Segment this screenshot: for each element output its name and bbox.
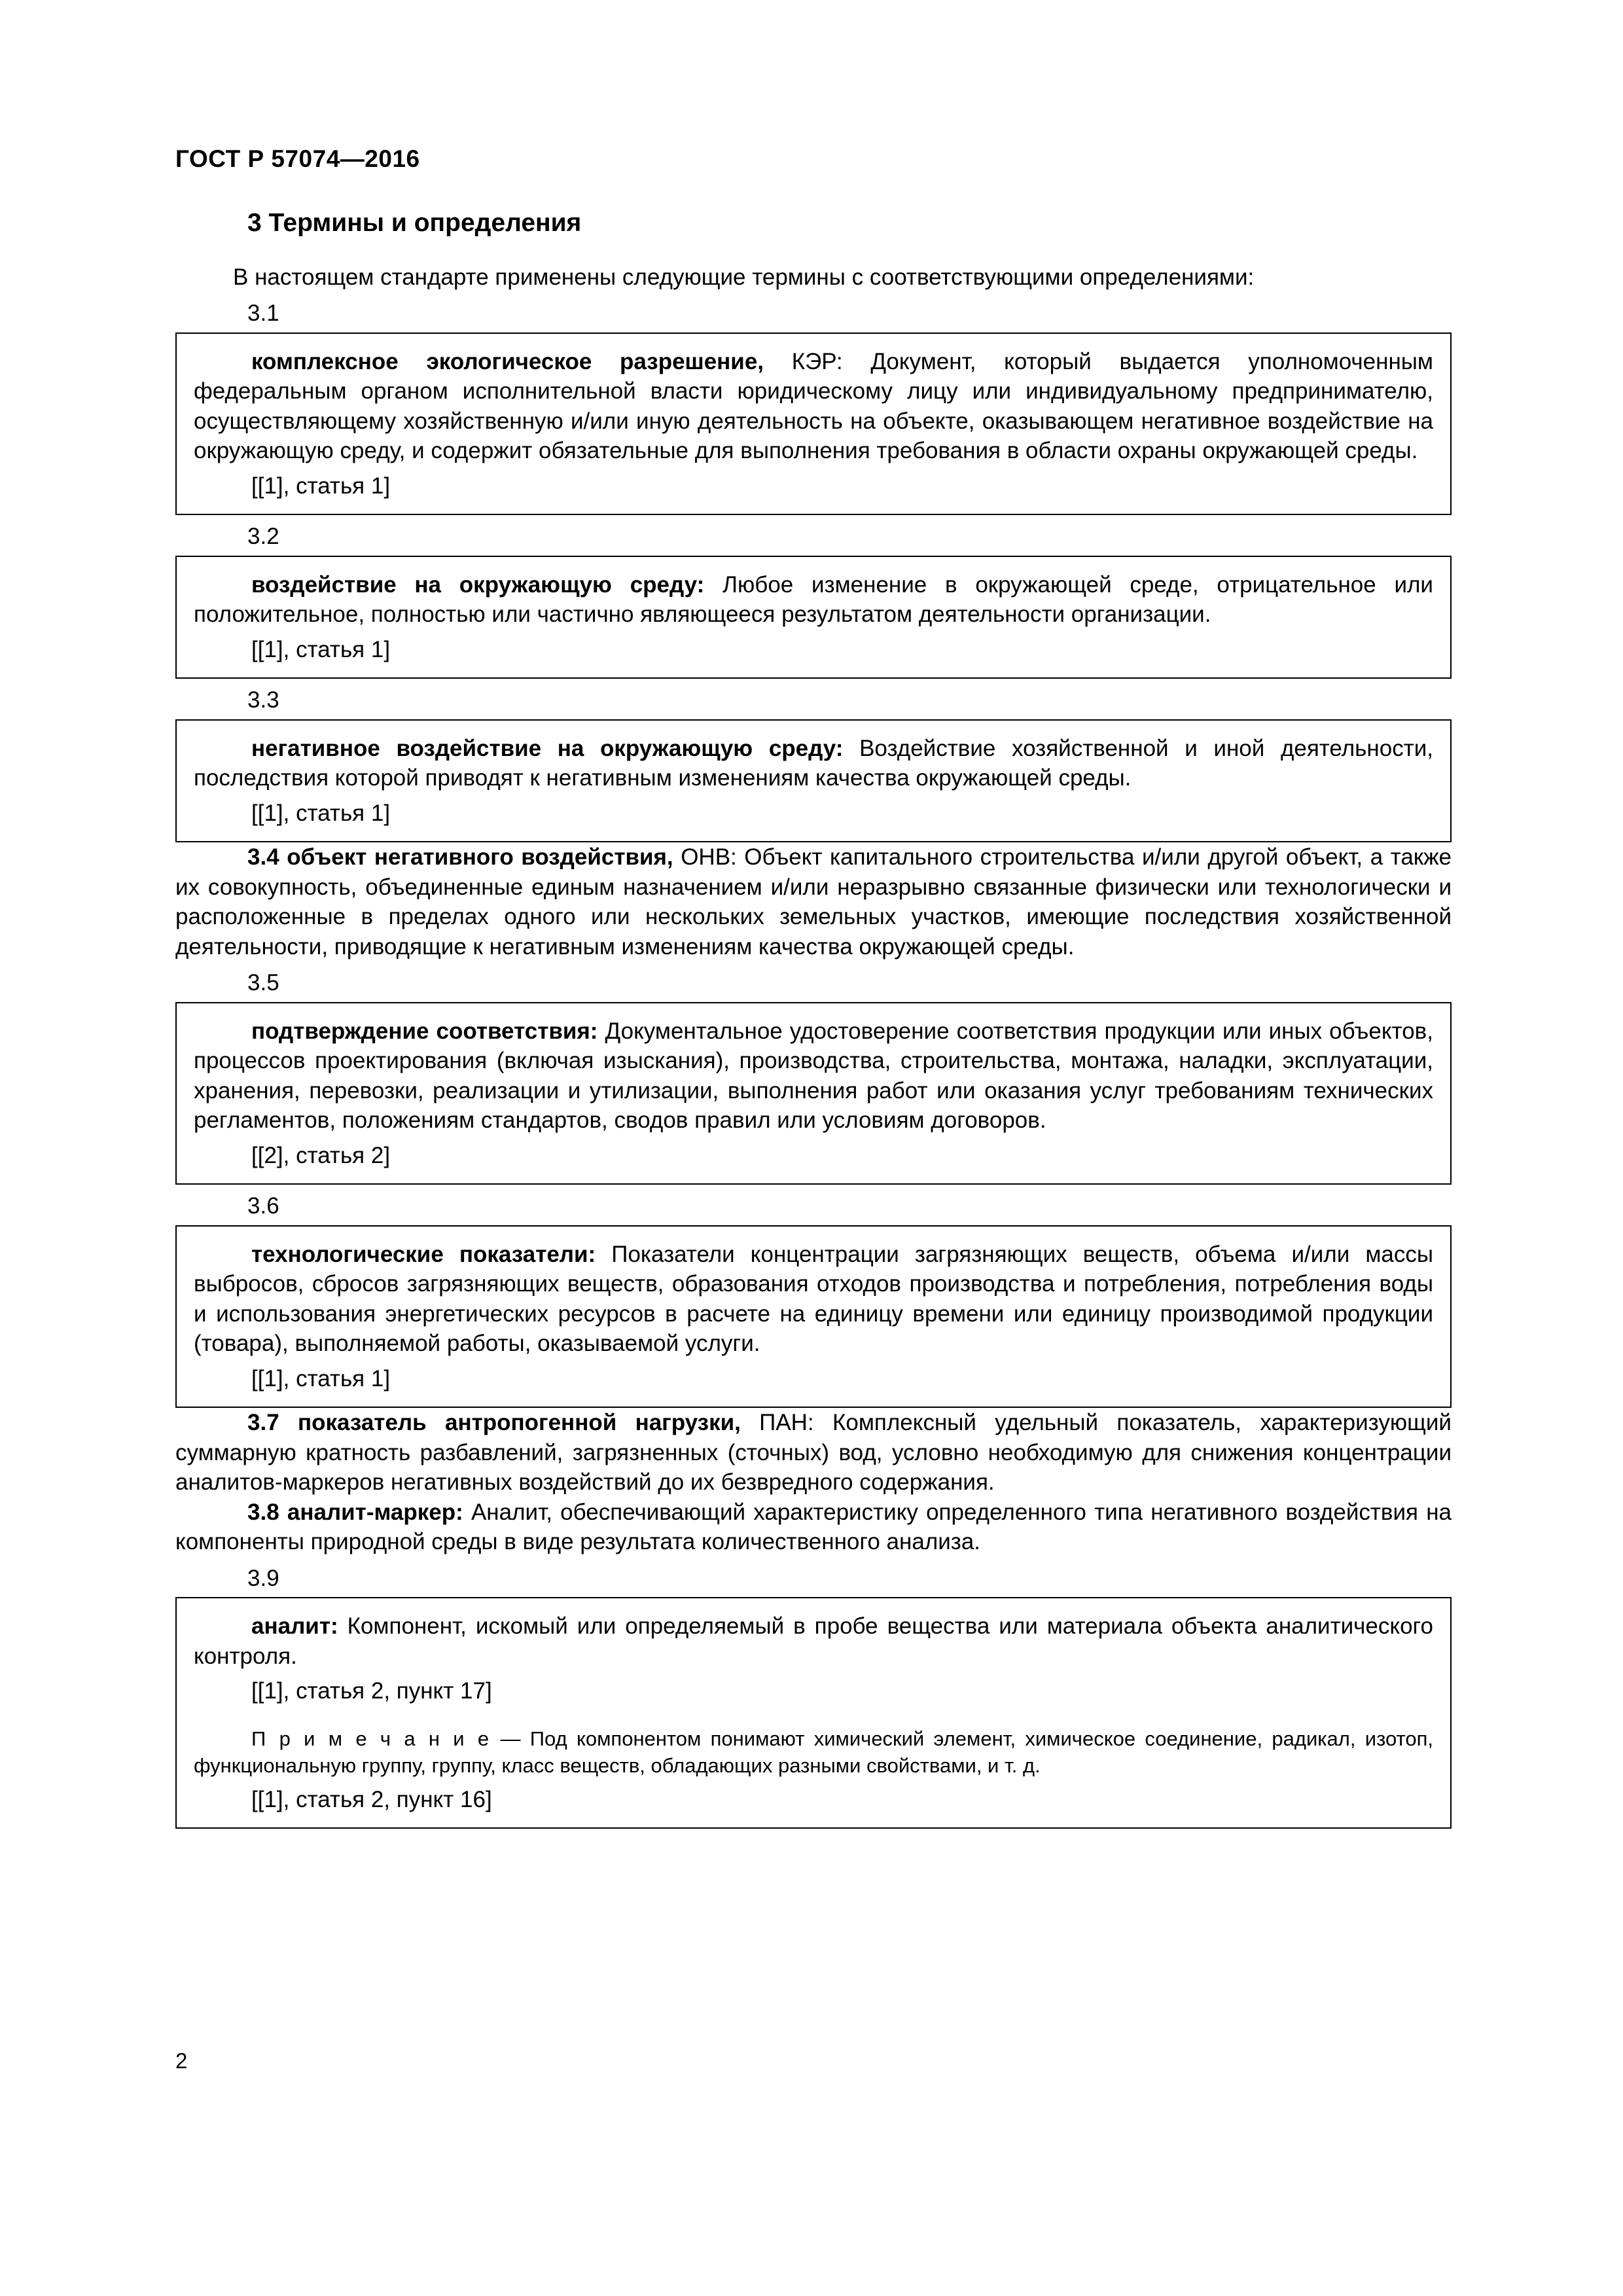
term-definition-3-5 [194, 1016, 1433, 1136]
term-reference-3-3: [[1], статья 1] [251, 800, 391, 826]
term-number-3-6: 3.6 [247, 1193, 279, 1219]
term-reference-3-9: [[1], статья 2, пункт 17] [251, 1678, 492, 1704]
term-text-3-6: Показатели концентрации загрязняющих веществ, объема и/или массы выбросов, сбросов загрязняющих веществ, образования отходов производства и потребления, потребления воды и использования энергетических ресурсов в расчете на единицу времени или единицу производимой продукции (товара), выполняемой работы, оказываемой услуги. [194, 1241, 1434, 1357]
term-definition-3-7 [175, 1408, 1452, 1498]
term-note-3-9 [194, 1726, 1433, 1780]
term-number-3-2: 3.2 [247, 524, 279, 550]
term-title-3-7: 3.7 показатель антропогенной нагрузки, [247, 1410, 741, 1436]
term-box-3-9 [175, 1597, 1452, 1829]
term-title-3-2: воздействие на окружающую среду: [251, 571, 705, 598]
term-text-3-3: Воздействие хозяйственной и иной деятельности, последствия которой приводят к негативным изменениям качества окружающей среды. [194, 735, 1433, 791]
note-text: — Под компонентом понимают химический элемент, химическое соединение, радикал, изотоп, функциональную группу, группу, класс веществ, обладающих разными свойствами, и т. д. [194, 1727, 1433, 1777]
term-number-3-5: 3.5 [247, 970, 279, 996]
term-definition-3-9 [194, 1611, 1433, 1671]
term-box-3-1 [175, 332, 1452, 516]
term-definition-3-8 [175, 1498, 1452, 1557]
term-number-3-3: 3.3 [247, 687, 279, 713]
term-text-3-4: ОНВ: Объект капитального строительства и/или другой объект, а также их совокупность, объединенные единым назначением и/или неразрывно связанные физически или технологически и расположенные в пределах одного или нескольких земельных участков, имеющие последствия хозяйственной деятельности, приводящие к негативным изменениям качества окружающей среды. [175, 844, 1452, 960]
term-title-3-4: 3.4 объект негативного воздействия, [247, 844, 673, 870]
term-title-3-3: негативное воздействие на окружающую среду: [251, 735, 844, 761]
term-definition-3-2 [194, 570, 1433, 630]
page-content [175, 208, 1452, 1829]
term-box-3-3 [175, 719, 1452, 843]
term-definition-3-6 [194, 1240, 1433, 1359]
term-title-3-6: технологические показатели: [251, 1241, 596, 1267]
term-text-3-8: Аналит, обеспечивающий характеристику определенного типа негативного воздействия на компоненты природной среды в виде результата количественного анализа. [175, 1499, 1452, 1555]
term-box-3-5 [175, 1002, 1452, 1185]
term-text-3-7: ПАН: Комплексный удельный показатель, характеризующий суммарную кратность разбавлений, загрязненных (сточных) вод, условно необходимую для снижения концентрации аналитов-маркеров негативных воздействий до их безвредного содержания. [175, 1410, 1452, 1496]
term-reference-3-5: [[2], статья 2] [251, 1142, 391, 1168]
term-definition-3-1 [194, 347, 1433, 466]
term-title-3-9: аналит: [251, 1613, 338, 1640]
term-text-3-9: Компонент, искомый или определяемый в пробе вещества или материала объекта аналитического контроля. [194, 1613, 1433, 1669]
term-text-3-2: Любое изменение в окружающей среде, отрицательное или положительное, полностью или частично являющееся результатом деятельности организации. [194, 571, 1433, 628]
term-reference-3-6: [[1], статья 1] [251, 1365, 391, 1391]
term-title-3-1: комплексное экологическое разрешение, [251, 348, 764, 374]
term-title-3-8: 3.8 аналит-маркер: [247, 1499, 463, 1525]
page-number: 2 [175, 2049, 188, 2073]
section-intro: В настоящем стандарте применены следующие термины с соответствующими определениями: [233, 264, 1255, 290]
term-number-3-9: 3.9 [247, 1565, 279, 1591]
term-box-3-2 [175, 556, 1452, 679]
term-reference-3-2: [[1], статья 1] [251, 636, 391, 662]
term-text-3-5: Документальное удостоверение соответствия продукции или иных объектов, процессов проектирования (включая изыскания), производства, строительства, монтажа, наладки, эксплуатации, хранения, перевозки, реализации и утилизации, выполнения работ или оказания услуг требованиям технических регламентов, положениям стандартов, сводов правил или условиям договоров. [194, 1018, 1433, 1134]
term-reference2-3-9: [[1], статья 2, пункт 16] [251, 1786, 492, 1812]
term-reference-3-1: [[1], статья 1] [251, 473, 391, 499]
term-number-3-1: 3.1 [247, 300, 279, 327]
term-text-3-1: КЭР: Документ, который выдается уполномоченным федеральным органом исполнительной власти юридическому лицу или индивидуальному предпринимателю, осуществляющему хозяйственную и/или иную деятельность на объекте, оказывающем негативное воздействие на окружающую среду, и содержит обязательные для выполнения требования в области охраны окружающей среды. [194, 348, 1433, 464]
section-heading: 3 Термины и определения [247, 209, 582, 237]
note-label: П р и м е ч а н и е [251, 1727, 491, 1750]
term-definition-3-3 [194, 734, 1433, 793]
page-header: ГОСТ Р 57074—2016 [175, 145, 420, 172]
term-box-3-6 [175, 1225, 1452, 1408]
term-title-3-5: подтверждение соответствия: [251, 1018, 598, 1044]
term-definition-3-4 [175, 842, 1452, 961]
